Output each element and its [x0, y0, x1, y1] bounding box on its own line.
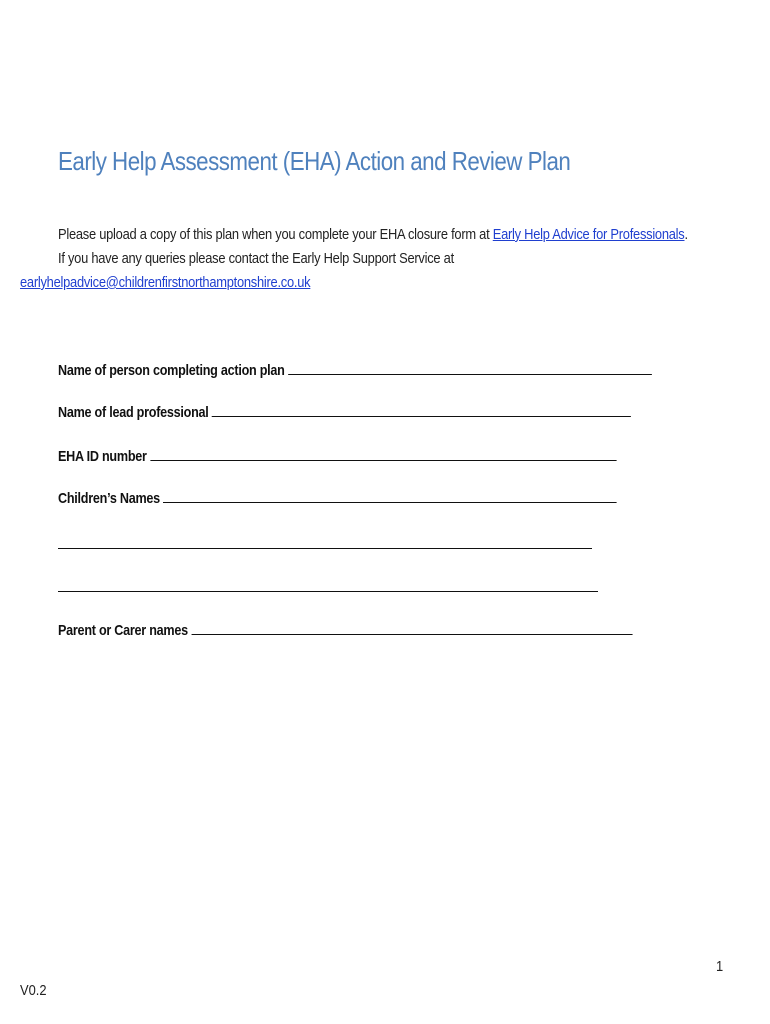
field-lead-professional-blank[interactable] — [212, 402, 631, 417]
field-childrens-names-blank[interactable] — [163, 488, 617, 503]
field-person-completing — [58, 360, 652, 379]
field-parent-carer-blank[interactable] — [191, 620, 632, 635]
page-number: 1 — [716, 958, 724, 975]
intro-line-1 — [58, 226, 688, 243]
field-parent-carer — [58, 620, 632, 639]
field-eha-id — [58, 446, 616, 465]
field-childrens-names — [58, 488, 617, 507]
intro-line-1-end: . — [684, 226, 688, 243]
field-person-completing-blank[interactable] — [288, 360, 652, 375]
support-email-link[interactable]: earlyhelpadvice@childrenfirstnorthamptonshire.co.uk — [20, 274, 311, 291]
field-parent-carer-label: Parent or Carer names — [58, 622, 188, 639]
field-lead-professional-label: Name of lead professional — [58, 404, 209, 421]
intro-line-1-text: Please upload a copy of this plan when you complete your EHA closure form at — [58, 226, 493, 243]
version-label: V0.2 — [20, 982, 47, 999]
field-eha-id-blank[interactable] — [150, 446, 616, 461]
field-person-completing-label: Name of person completing action plan — [58, 362, 285, 379]
field-lead-professional — [58, 402, 631, 421]
page-title: Early Help Assessment (EHA) Action and Review Plan — [58, 146, 571, 176]
field-eha-id-label: EHA ID number — [58, 448, 147, 465]
intro-line-2: If you have any queries please contact the Early Help Support Service at — [58, 250, 454, 267]
field-childrens-names-label: Children’s Names — [58, 490, 160, 507]
childrens-names-extra-line-1[interactable] — [58, 548, 592, 549]
early-help-advice-link[interactable]: Early Help Advice for Professionals — [492, 226, 685, 243]
childrens-names-extra-line-2[interactable] — [58, 591, 598, 592]
intro-email-line — [20, 274, 310, 291]
